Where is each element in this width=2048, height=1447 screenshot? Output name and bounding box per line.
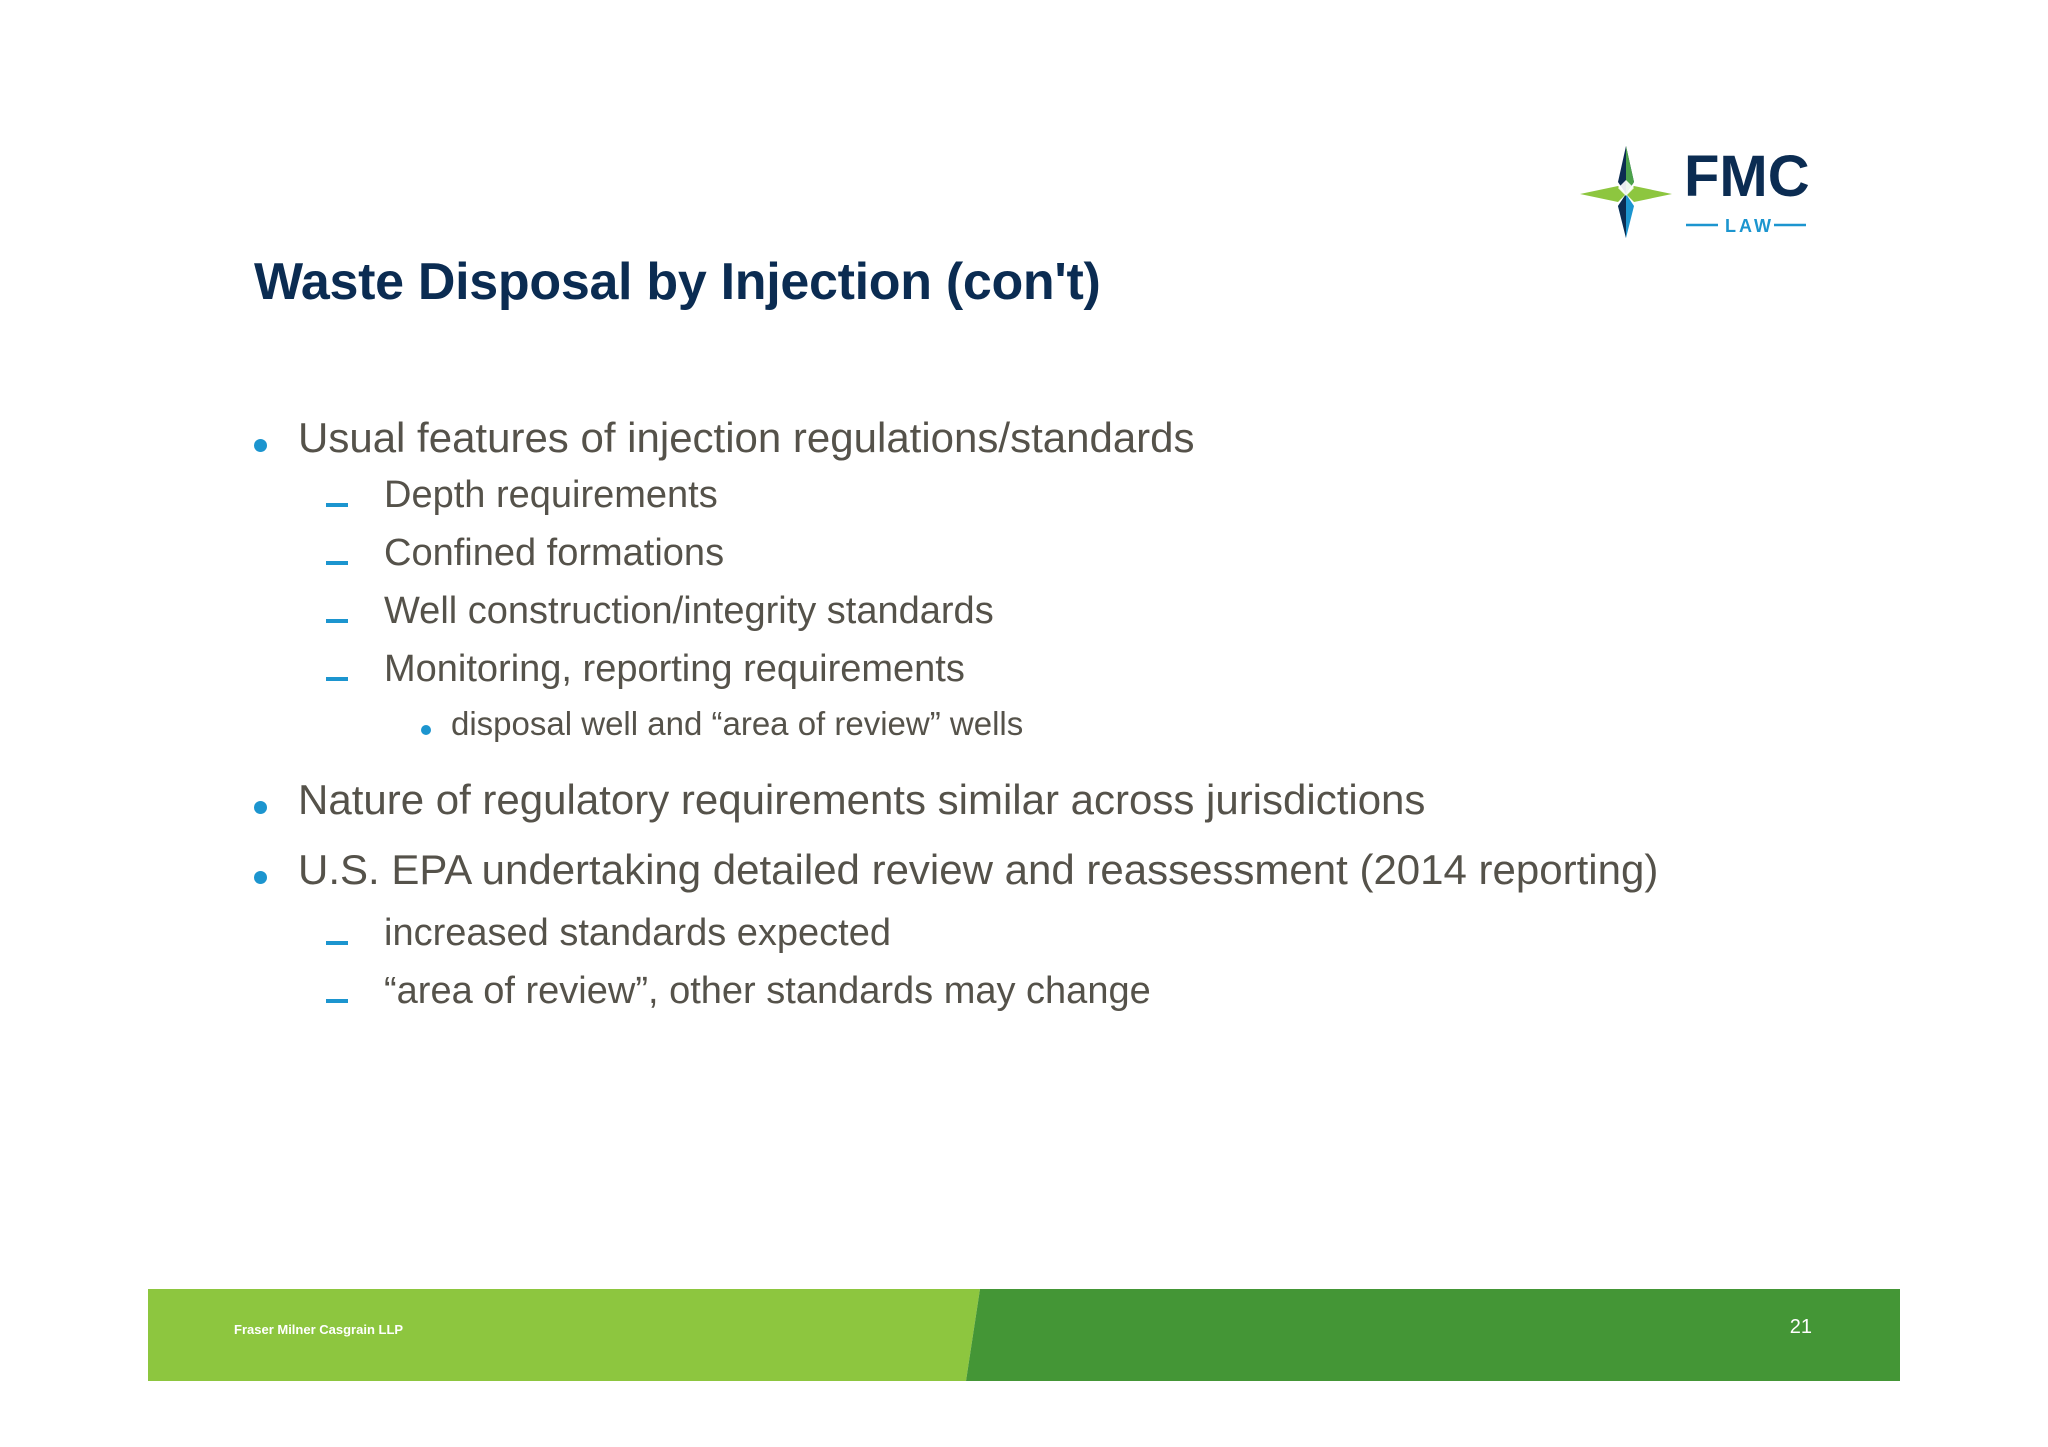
sub-sub-bullet-text: disposal well and “area of review” wells <box>451 705 1024 742</box>
sub-bullet-text: Depth requirements <box>384 474 718 516</box>
dash-icon <box>326 904 348 962</box>
bullet-dot-icon <box>254 764 267 836</box>
logo-subtitle-text: LAW <box>1725 216 1774 236</box>
footer-bar <box>148 1289 1900 1381</box>
dash-icon <box>326 640 348 698</box>
bullet-dot-icon <box>254 410 267 466</box>
firm-name: Fraser Milner Casgrain LLP <box>234 1322 404 1337</box>
bullet-item <box>254 410 1854 466</box>
sub-bullet-item <box>254 640 1854 698</box>
dash-icon <box>326 962 348 1020</box>
bullet-list <box>254 410 1854 1020</box>
sub-bullet-text: Confined formations <box>384 532 725 574</box>
bullet-text: U.S. EPA undertaking detailed review and reassessment (2014 reporting) <box>298 846 1659 893</box>
sub-bullet-text: Well construction/integrity standards <box>384 590 994 632</box>
bullet-item <box>254 764 1854 836</box>
sub-bullet-item <box>254 582 1854 640</box>
logo-brand-text: FMC <box>1684 144 1810 209</box>
sub-bullet-item <box>254 524 1854 582</box>
footer-background <box>148 1289 1900 1381</box>
bullet-text: Nature of regulatory requirements similar across jurisdictions <box>298 776 1426 823</box>
compass-star-icon <box>1578 144 1818 244</box>
sub-bullet-text: Monitoring, reporting requirements <box>384 648 965 690</box>
sub-bullet-item <box>254 962 1854 1020</box>
bullet-dot-icon <box>421 698 431 750</box>
bullet-text: Usual features of injection regulations/standards <box>298 414 1195 461</box>
sub-bullet-item <box>254 466 1854 524</box>
sub-bullet-text: increased standards expected <box>384 912 891 954</box>
sub-bullet-text: “area of review”, other standards may change <box>384 970 1151 1012</box>
sub-sub-bullet-item <box>254 698 1854 750</box>
sub-bullet-item <box>254 904 1854 962</box>
dash-icon <box>326 524 348 582</box>
bullet-item <box>254 836 1854 904</box>
dash-icon <box>326 466 348 524</box>
slide-title: Waste Disposal by Injection (con't) <box>254 253 1101 311</box>
dash-icon <box>326 582 348 640</box>
page-number: 21 <box>1789 1316 1812 1338</box>
bullet-dot-icon <box>254 836 267 904</box>
fmc-law-logo <box>1578 144 1818 244</box>
